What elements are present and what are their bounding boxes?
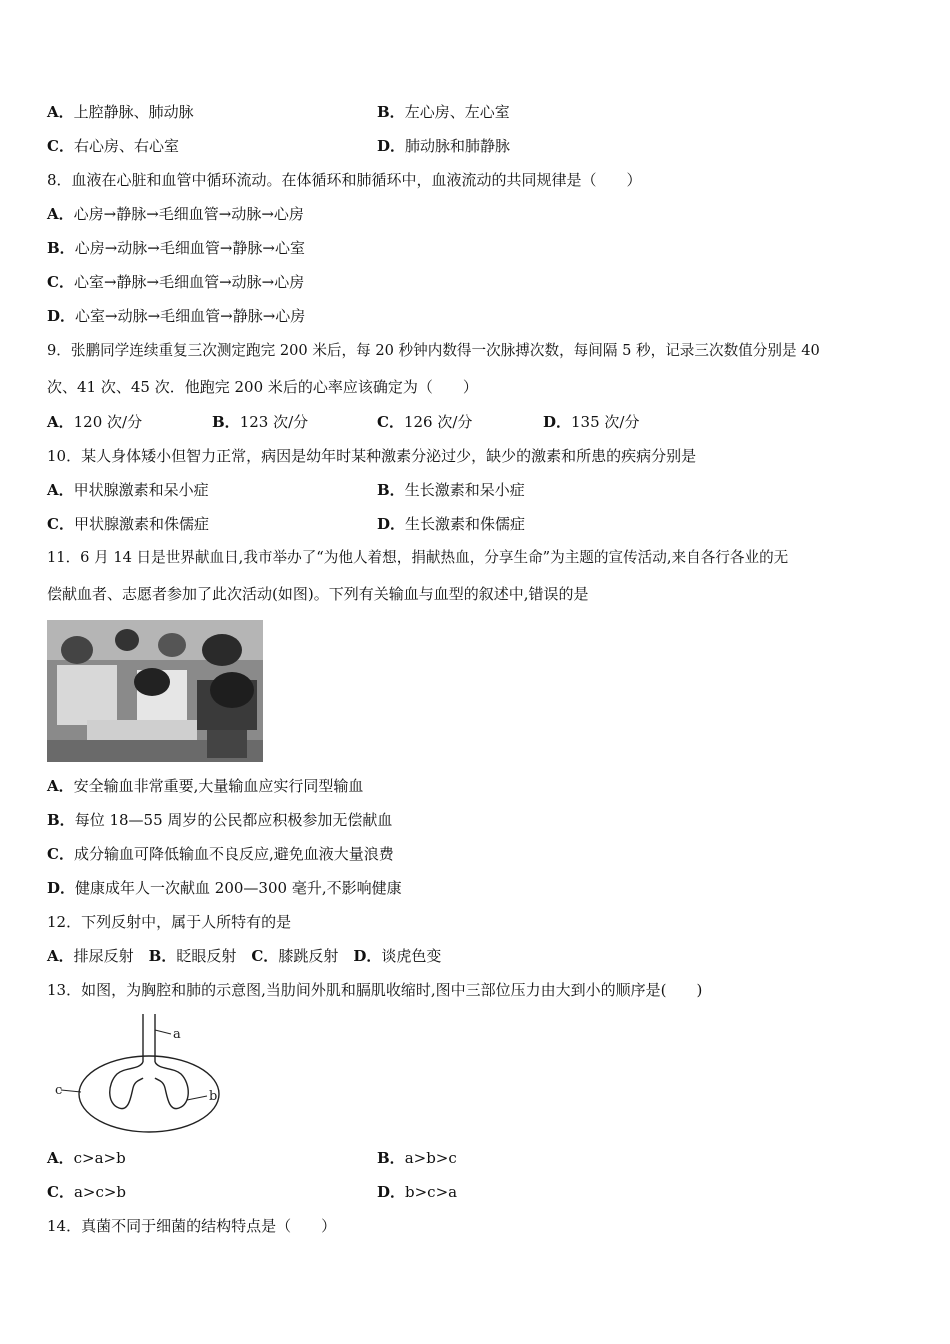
q10-stem: 10．某人身体矮小但智力正常，病因是幼年时某种激素分泌过少，缺少的激素和所患的疾病分别是 bbox=[47, 447, 697, 465]
q7-option-c: C．右心房、右心室 bbox=[47, 137, 179, 155]
q13-option-c: C．a>c>b bbox=[47, 1183, 127, 1201]
q13-option-b: B．a>b>c bbox=[377, 1149, 457, 1167]
q11-stem-line2: 偿献血者、志愿者参加了此次活动(如图)。下列有关输血与血型的叙述中,错误的是 bbox=[47, 585, 589, 603]
q9-option-d: D．135 次/分 bbox=[543, 413, 640, 431]
label-a: a bbox=[173, 1027, 181, 1042]
q8-option-a: A．心房→静脉→毛细血管→动脉→心房 bbox=[47, 205, 304, 223]
q7-option-d: D．肺动脉和肺静脉 bbox=[377, 137, 511, 155]
q8-stem: 8．血液在心脏和血管中循环流动。在体循环和肺循环中，血液流动的共同规律是（ ） bbox=[47, 171, 642, 189]
q10-option-b: B．生长激素和呆小症 bbox=[377, 481, 525, 499]
q10-option-a: A．甲状腺激素和呆小症 bbox=[47, 481, 209, 499]
label-b: b bbox=[209, 1089, 218, 1104]
label-c: c bbox=[55, 1083, 63, 1098]
thorax-lung-diagram bbox=[55, 1012, 230, 1137]
q8-option-d: D．心室→动脉→毛细血管→静脉→心房 bbox=[47, 307, 306, 325]
q9-stem-line2: 次、41 次、45 次．他跑完 200 米后的心率应该确定为（ ） bbox=[47, 378, 478, 396]
q13-option-a: A．c>a>b bbox=[47, 1149, 126, 1167]
q13-option-d: D．b>c>a bbox=[377, 1183, 458, 1201]
q11-option-b: B．每位 18—55 周岁的公民都应积极参加无偿献血 bbox=[47, 811, 393, 829]
q11-option-d: D．健康成年人一次献血 200—300 毫升,不影响健康 bbox=[47, 879, 402, 897]
q9-option-c: C．126 次/分 bbox=[377, 413, 473, 431]
q8-option-c: C．心室→静脉→毛细血管→动脉→心房 bbox=[47, 273, 305, 291]
blood-donation-photo bbox=[47, 620, 263, 762]
q13-stem: 13．如图，为胸腔和肺的示意图,当肋间外肌和膈肌收缩时,图中三部位压力由大到小的顺序是( ) bbox=[47, 981, 703, 999]
q11-stem-line1: 11．6 月 14 日是世界献血日,我市举办了“为他人着想，捐献热血，分享生命”为主题的宣传活动,来自各行各业的无 bbox=[47, 549, 789, 566]
q11-option-a: A．安全输血非常重要,大量输血应实行同型输血 bbox=[47, 777, 364, 795]
q10-option-d: D．生长激素和侏儒症 bbox=[377, 515, 526, 533]
q7-option-b: B．左心房、左心室 bbox=[377, 103, 510, 121]
q7-option-a: A．上腔静脉、肺动脉 bbox=[47, 103, 194, 121]
q12-stem: 12．下列反射中，属于人所特有的是 bbox=[47, 913, 292, 931]
q14-stem: 14．真菌不同于细菌的结构特点是（ ） bbox=[47, 1217, 337, 1235]
q9-stem-line1: 9．张鹏同学连续重复三次测定跑完 200 米后，每 20 秒钟内数得一次脉搏次数，每间隔 5 秒，记录三次数值分别是 40 bbox=[47, 342, 820, 359]
q10-option-c: C．甲状腺激素和侏儒症 bbox=[47, 515, 209, 533]
q11-option-c: C．成分输血可降低输血不良反应,避免血液大量浪费 bbox=[47, 845, 394, 863]
q9-option-a: A．120 次/分 bbox=[47, 413, 143, 431]
q9-option-b: B．123 次/分 bbox=[212, 413, 309, 431]
q12-options: A．排尿反射 B．眨眼反射 C．膝跳反射 D．谈虎色变 bbox=[47, 947, 442, 965]
q8-option-b: B．心房→动脉→毛细血管→静脉→心室 bbox=[47, 239, 305, 257]
